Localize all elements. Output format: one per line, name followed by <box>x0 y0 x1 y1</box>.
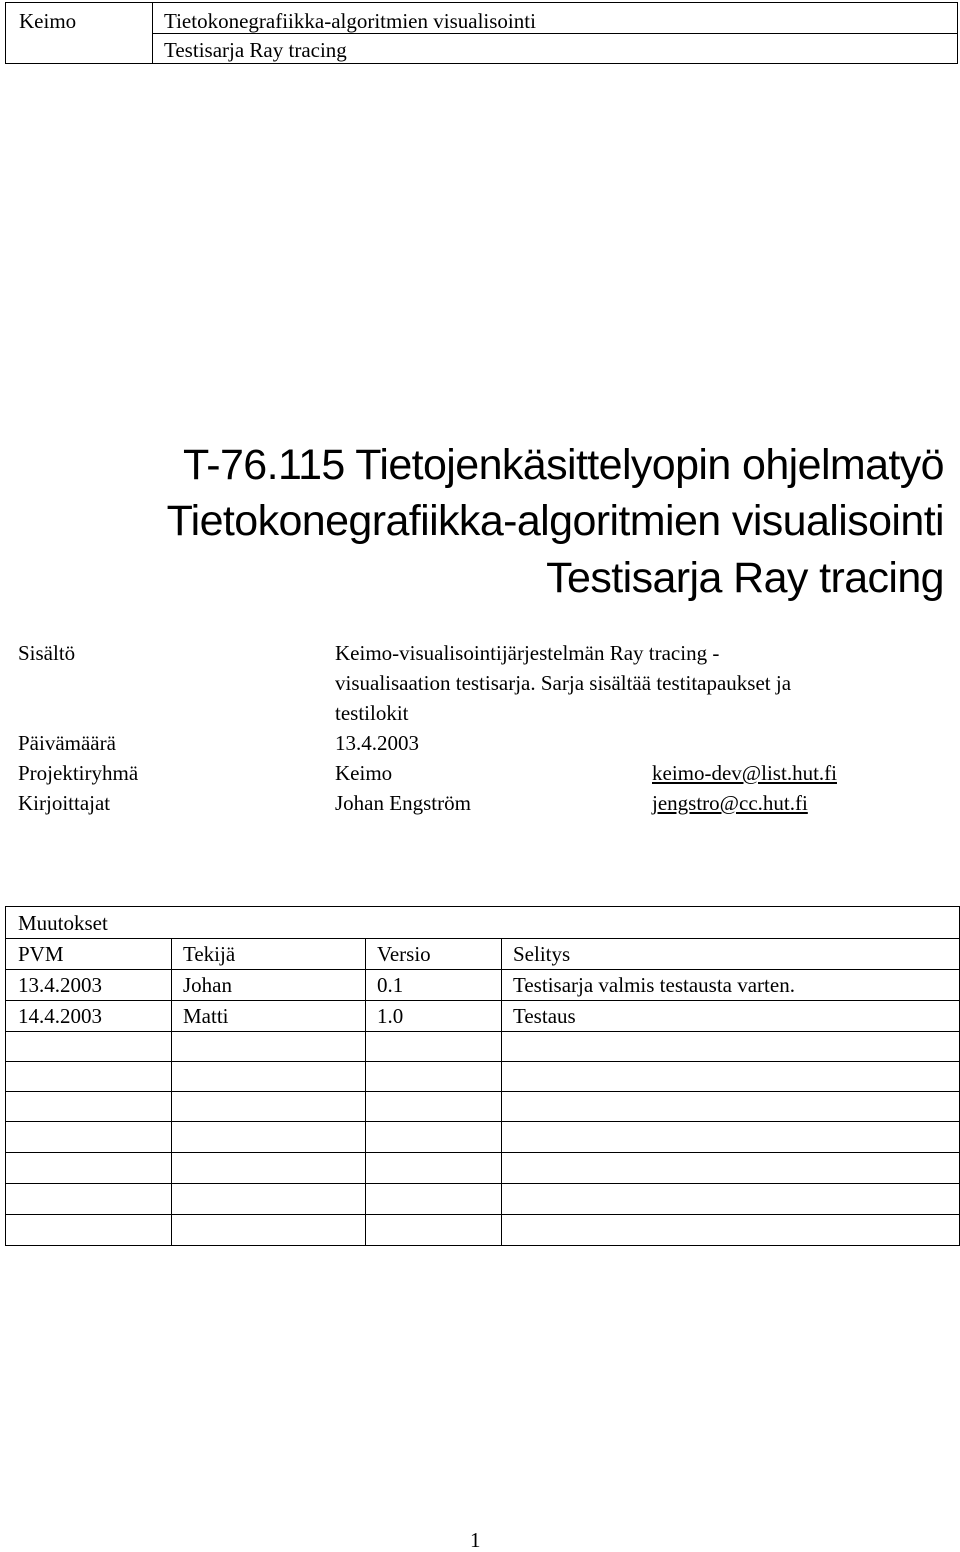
project-group-value: Keimo <box>335 761 393 785</box>
date-label: Päivämäärä <box>18 731 116 755</box>
changes-table-title: Muutokset <box>18 911 108 935</box>
authors-value: Johan Engström <box>335 791 471 815</box>
document-title-line3: Testisarja Ray tracing <box>546 554 944 602</box>
table-rule <box>6 1000 959 1001</box>
authors-label: Kirjoittajat <box>18 791 111 815</box>
table-cell: 13.4.2003 <box>18 973 102 997</box>
table-cell: 0.1 <box>377 973 404 997</box>
table-rule <box>6 1183 959 1184</box>
header-table <box>5 2 958 64</box>
page-number: 1 <box>470 1528 481 1552</box>
contents-label: Sisältö <box>18 641 76 665</box>
table-rule <box>6 1061 959 1062</box>
contents-line-3: testilokit <box>335 701 409 725</box>
table-cell: Matti <box>183 1004 229 1028</box>
contents-line-1: Keimo-visualisointijärjestelmän Ray tracing - <box>335 641 720 665</box>
table-cell: Testisarja valmis testausta varten. <box>513 973 795 997</box>
table-rule <box>6 1152 959 1153</box>
project-group-label: Projektiryhmä <box>18 761 139 785</box>
header-title-line2: Testisarja Ray tracing <box>164 38 347 62</box>
document-title-line2: Tietokonegrafiikka-algoritmien visualisointi <box>166 497 944 545</box>
column-header-description: Selitys <box>513 942 571 966</box>
table-rule <box>6 1214 959 1215</box>
table-cell: 14.4.2003 <box>18 1004 102 1028</box>
table-cell: Johan <box>183 973 232 997</box>
column-header-date: PVM <box>18 942 64 966</box>
header-left-cell: Keimo <box>19 9 77 33</box>
table-rule <box>6 1091 959 1092</box>
column-header-version: Versio <box>377 942 431 966</box>
contents-line-2: visualisaation testisarja. Sarja sisältää testitapaukset ja <box>335 671 792 695</box>
date-value: 13.4.2003 <box>335 731 419 755</box>
table-cell: 1.0 <box>377 1004 404 1028</box>
table-rule <box>6 938 959 939</box>
table-cell: Testaus <box>513 1004 576 1028</box>
header-title-line1: Tietokonegrafiikka-algoritmien visualisointi <box>164 9 536 33</box>
table-column-divider <box>171 938 172 1245</box>
table-column-divider <box>365 938 366 1245</box>
header-divider-horizontal <box>152 33 957 34</box>
column-header-author: Tekijä <box>183 942 236 966</box>
changes-table <box>5 906 960 1246</box>
table-rule <box>6 1031 959 1032</box>
authors-email-link[interactable]: jengstro@cc.hut.fi <box>652 791 808 815</box>
table-column-divider <box>501 938 502 1245</box>
project-group-email-link[interactable]: keimo-dev@list.hut.fi <box>652 761 837 785</box>
document-title-line1: T-76.115 Tietojenkäsittelyopin ohjelmatyö <box>182 441 944 489</box>
table-rule <box>6 969 959 970</box>
table-rule <box>6 1121 959 1122</box>
